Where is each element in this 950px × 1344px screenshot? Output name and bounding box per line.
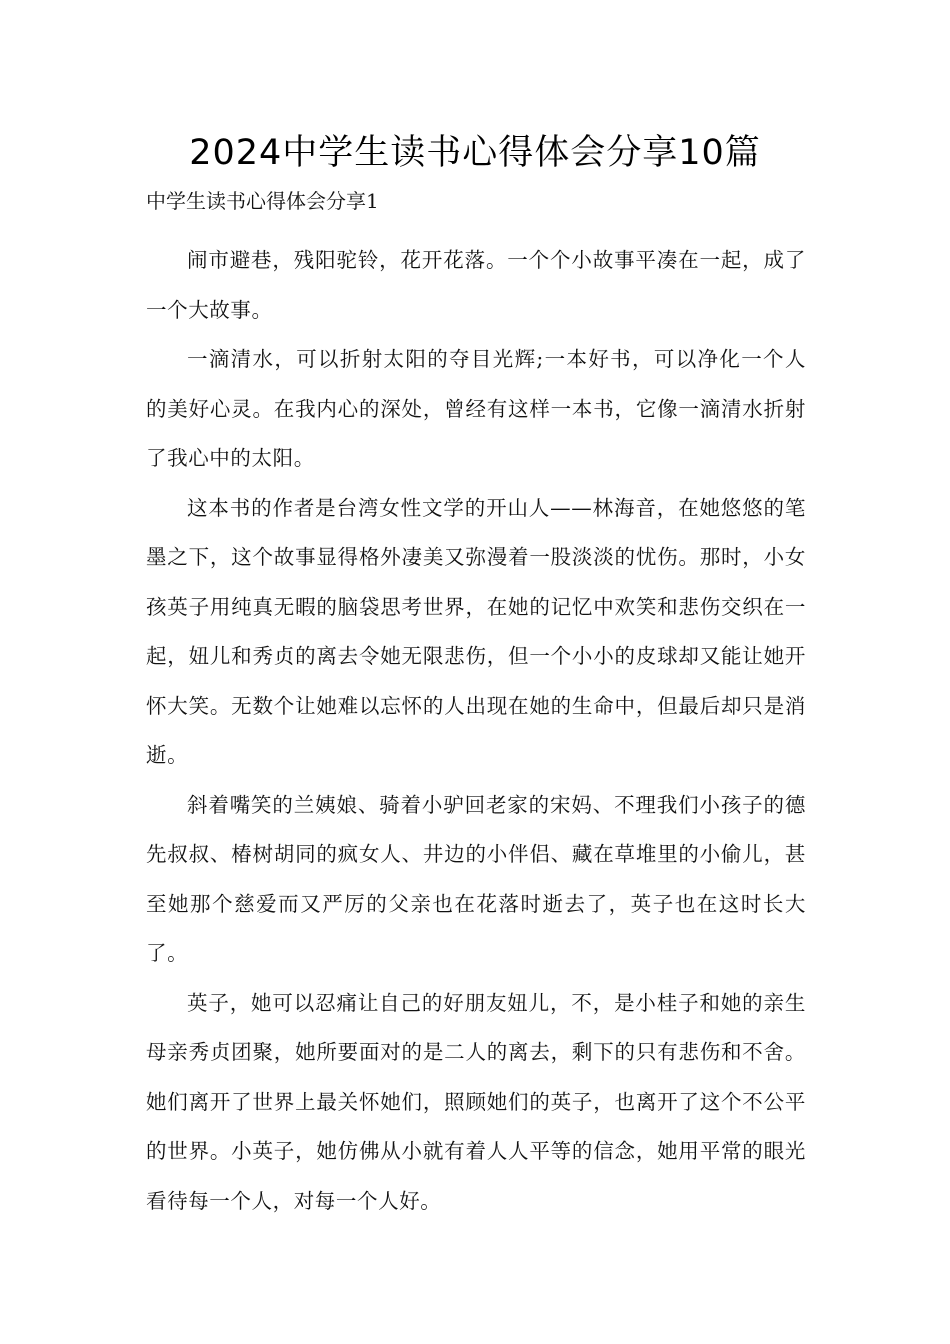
paragraph: 这本书的作者是台湾女性文学的开山人——林海音，在她悠悠的笔墨之下，这个故事显得格外凄美又弥漫着一股淡淡的忧伤。那时，小女孩英子用纯真无暇的脑袋思考世界，在她的记忆中欢笑和悲伤交织在一起，妞儿和秀贞的离去令她无限悲伤，但一个小小的皮球却又能让她开怀大笑。无数个让她难以忘怀的人出现在她的生命中，但最后却只是消逝。 bbox=[146, 495, 806, 767]
document-title: 2024中学生读书心得体会分享10篇 bbox=[189, 133, 761, 173]
paragraph: 一滴清水，可以折射太阳的夺目光辉;一本好书，可以净化一个人的美好心灵。在我内心的深处，曾经有这样一本书，它像一滴清水折射了我心中的太阳。 bbox=[146, 347, 806, 470]
paragraph: 斜着嘴笑的兰姨娘、骑着小驴回老家的宋妈、不理我们小孩子的德先叔叔、椿树胡同的疯女人、井边的小伴侣、藏在草堆里的小偷儿，甚至她那个慈爱而又严厉的父亲也在花落时逝去了，英子也在这时长大了。 bbox=[146, 792, 806, 965]
paragraph: 英子，她可以忍痛让自己的好朋友妞儿，不，是小桂子和她的亲生母亲秀贞团聚，她所要面对的是二人的离去，剩下的只有悲伤和不舍。她们离开了世界上最关怀她们，照顾她们的英子，也离开了这个不公平的世界。小英子，她仿佛从小就有着人人平等的信念，她用平常的眼光看待每一个人，对每一个人好。 bbox=[146, 990, 806, 1213]
document-body bbox=[146, 236, 806, 1226]
section-heading: 中学生读书心得体会分享1 bbox=[146, 189, 379, 213]
paragraph: 闹市避巷，残阳驼铃，花开花落。一个个小故事平凑在一起，成了一个大故事。 bbox=[146, 248, 806, 322]
